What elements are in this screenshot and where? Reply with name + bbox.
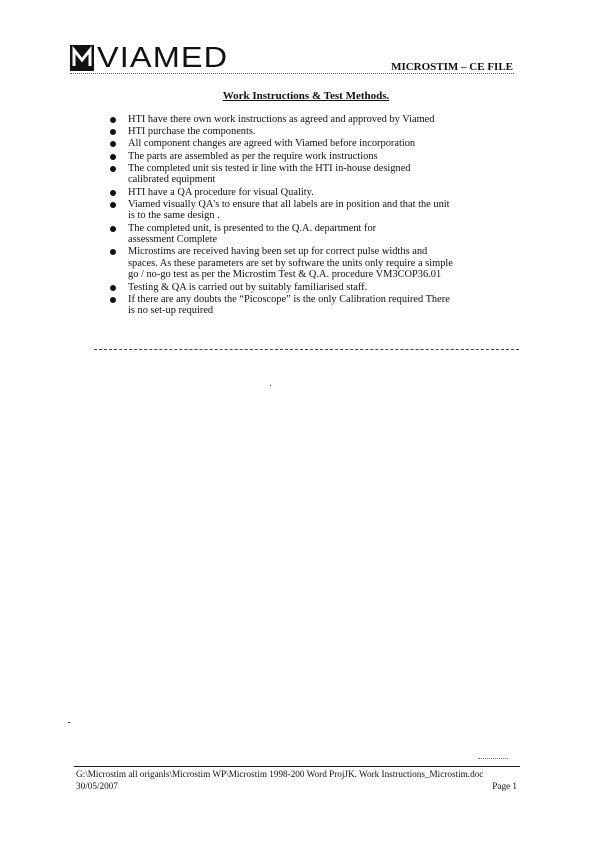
bullet-icon (110, 202, 116, 208)
footer-file-path: G:\Microstim all origanls\Microstim WP\Microstim 1998-200 Word ProjJK. Work Instructions_Microstim.doc (76, 769, 484, 779)
item-text: spaces. As these parameters are set by software the units only require a simple (128, 257, 453, 269)
section-divider (94, 349, 519, 350)
document-title: Work Instructions & Test Methods. (222, 90, 390, 102)
list-item (110, 138, 510, 150)
item-text: is no set-up required (128, 305, 214, 317)
item-text: calibrated equipment (128, 174, 216, 186)
header-line (70, 73, 514, 74)
list-item (110, 151, 510, 163)
footer-line (74, 766, 520, 767)
list-item (110, 199, 510, 222)
item-text: The completed unit sis tested ir line with the HTI in-house designed (128, 162, 411, 174)
list-item (110, 246, 510, 281)
item-text: The completed unit, is presented to the Q.A. department for (128, 222, 377, 234)
viamed-logo (70, 42, 229, 74)
list-item (110, 282, 510, 294)
bullet-icon (110, 141, 116, 147)
footer-page-number: Page 1 (492, 781, 517, 791)
footer-date: 30/05/2007 (76, 781, 118, 791)
bullet-icon (110, 129, 116, 135)
item-text: assessment Complete (128, 234, 218, 246)
item-text: The parts are assembled as per the require work instructions (128, 150, 378, 162)
list-item (110, 163, 510, 186)
list-item (110, 126, 510, 138)
item-text: Microstims are received having been set up for correct pulse widths and (128, 246, 428, 258)
item-text: If there are any doubts the “Picoscope” is the only Calibration required There (128, 293, 450, 305)
bullet-icon (110, 249, 116, 255)
bullet-icon (110, 166, 116, 172)
bullet-icon (110, 190, 116, 196)
scan-speck (68, 722, 70, 723)
item-text: Viamed visually QA's to ensure that all labels are in position and that the unit (128, 198, 450, 210)
logo-text: VIAMED (97, 42, 229, 74)
item-text: HTI have a QA procedure for visual Quality. (128, 186, 314, 198)
footer-tick (478, 758, 508, 759)
bullet-icon (110, 226, 116, 232)
list-item (110, 114, 510, 126)
logo-mark-icon (70, 45, 94, 71)
item-text: HTI have there own work instructions as agreed and approved by Viamed (128, 114, 435, 125)
item-text: go / no-go test as per the Microstim Test & Q.A. procedure VM3COP36.01 (128, 269, 442, 281)
list-item (110, 187, 510, 199)
bullet-icon (110, 297, 116, 303)
bullet-icon (110, 154, 116, 160)
list-item (110, 223, 510, 246)
list-item (110, 294, 510, 317)
item-text: HTI purchase the components. (128, 126, 256, 138)
item-text: Testing & QA is carried out by suitably familiarised staff. (128, 281, 368, 293)
instruction-list (110, 114, 510, 318)
scan-speck (270, 385, 271, 386)
file-label: MICROSTIM – CE FILE (391, 61, 513, 73)
item-text: is to the same design . (128, 210, 220, 222)
bullet-icon (110, 285, 116, 291)
bullet-icon (110, 117, 116, 123)
item-text: All component changes are agreed with Viamed before incorporation (128, 138, 416, 150)
